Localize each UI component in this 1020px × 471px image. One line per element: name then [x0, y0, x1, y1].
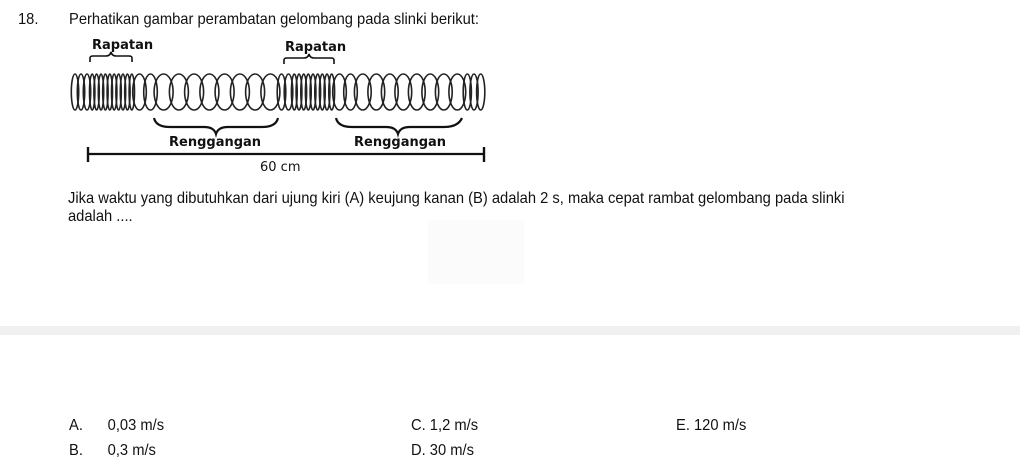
slinky-figure	[66, 34, 506, 178]
faint-box	[428, 220, 524, 284]
slinky-diagram	[66, 34, 506, 178]
rapatan-brace-left	[90, 52, 132, 62]
renggangan-brace-right	[336, 118, 462, 134]
question-prompt: Perhatikan gambar perambatan gelombang pada slinki berikut:	[69, 11, 479, 28]
slinky-coil	[169, 74, 188, 110]
slinky-coil	[185, 74, 204, 110]
option-c[interactable]	[411, 417, 478, 435]
option-a[interactable]	[69, 417, 164, 435]
option-a-letter: A.	[69, 417, 83, 434]
label-renggangan-1: Renggangan	[169, 135, 262, 150]
option-b[interactable]	[69, 442, 156, 460]
option-e-text: E. 120 m/s	[676, 417, 747, 434]
label-rapatan-2: Rapatan	[285, 40, 347, 55]
option-a-text: 0,03 m/s	[107, 417, 165, 434]
slinky-coil	[200, 74, 219, 110]
option-b-letter: B.	[69, 442, 83, 459]
option-d-text: D. 30 m/s	[411, 442, 474, 459]
separator-band	[0, 326, 1020, 335]
rapatan-brace-right	[284, 54, 334, 64]
slinky-coil	[246, 74, 265, 110]
option-b-text: 0,3 m/s	[107, 442, 156, 459]
renggangan-brace-left	[154, 118, 278, 134]
slinky-coil	[215, 74, 234, 110]
option-c-text: C. 1,2 m/s	[411, 417, 479, 434]
option-e[interactable]	[676, 417, 746, 435]
label-rapatan-1: Rapatan	[92, 38, 154, 53]
question-body-line-1: Jika waktu yang dibutuhkan dari ujung kiri (A) keujung kanan (B) adalah 2 s, maka cepat rambat gelombang pada slinki	[68, 190, 845, 207]
option-d[interactable]	[411, 442, 474, 460]
label-renggangan-2: Renggangan	[354, 135, 447, 150]
question-body-line-2: adalah ....	[68, 208, 133, 225]
label-length: 60 cm	[260, 160, 301, 175]
question-number: 18.	[18, 11, 39, 28]
slinky-coils	[71, 74, 485, 110]
slinky-coil	[230, 74, 249, 110]
